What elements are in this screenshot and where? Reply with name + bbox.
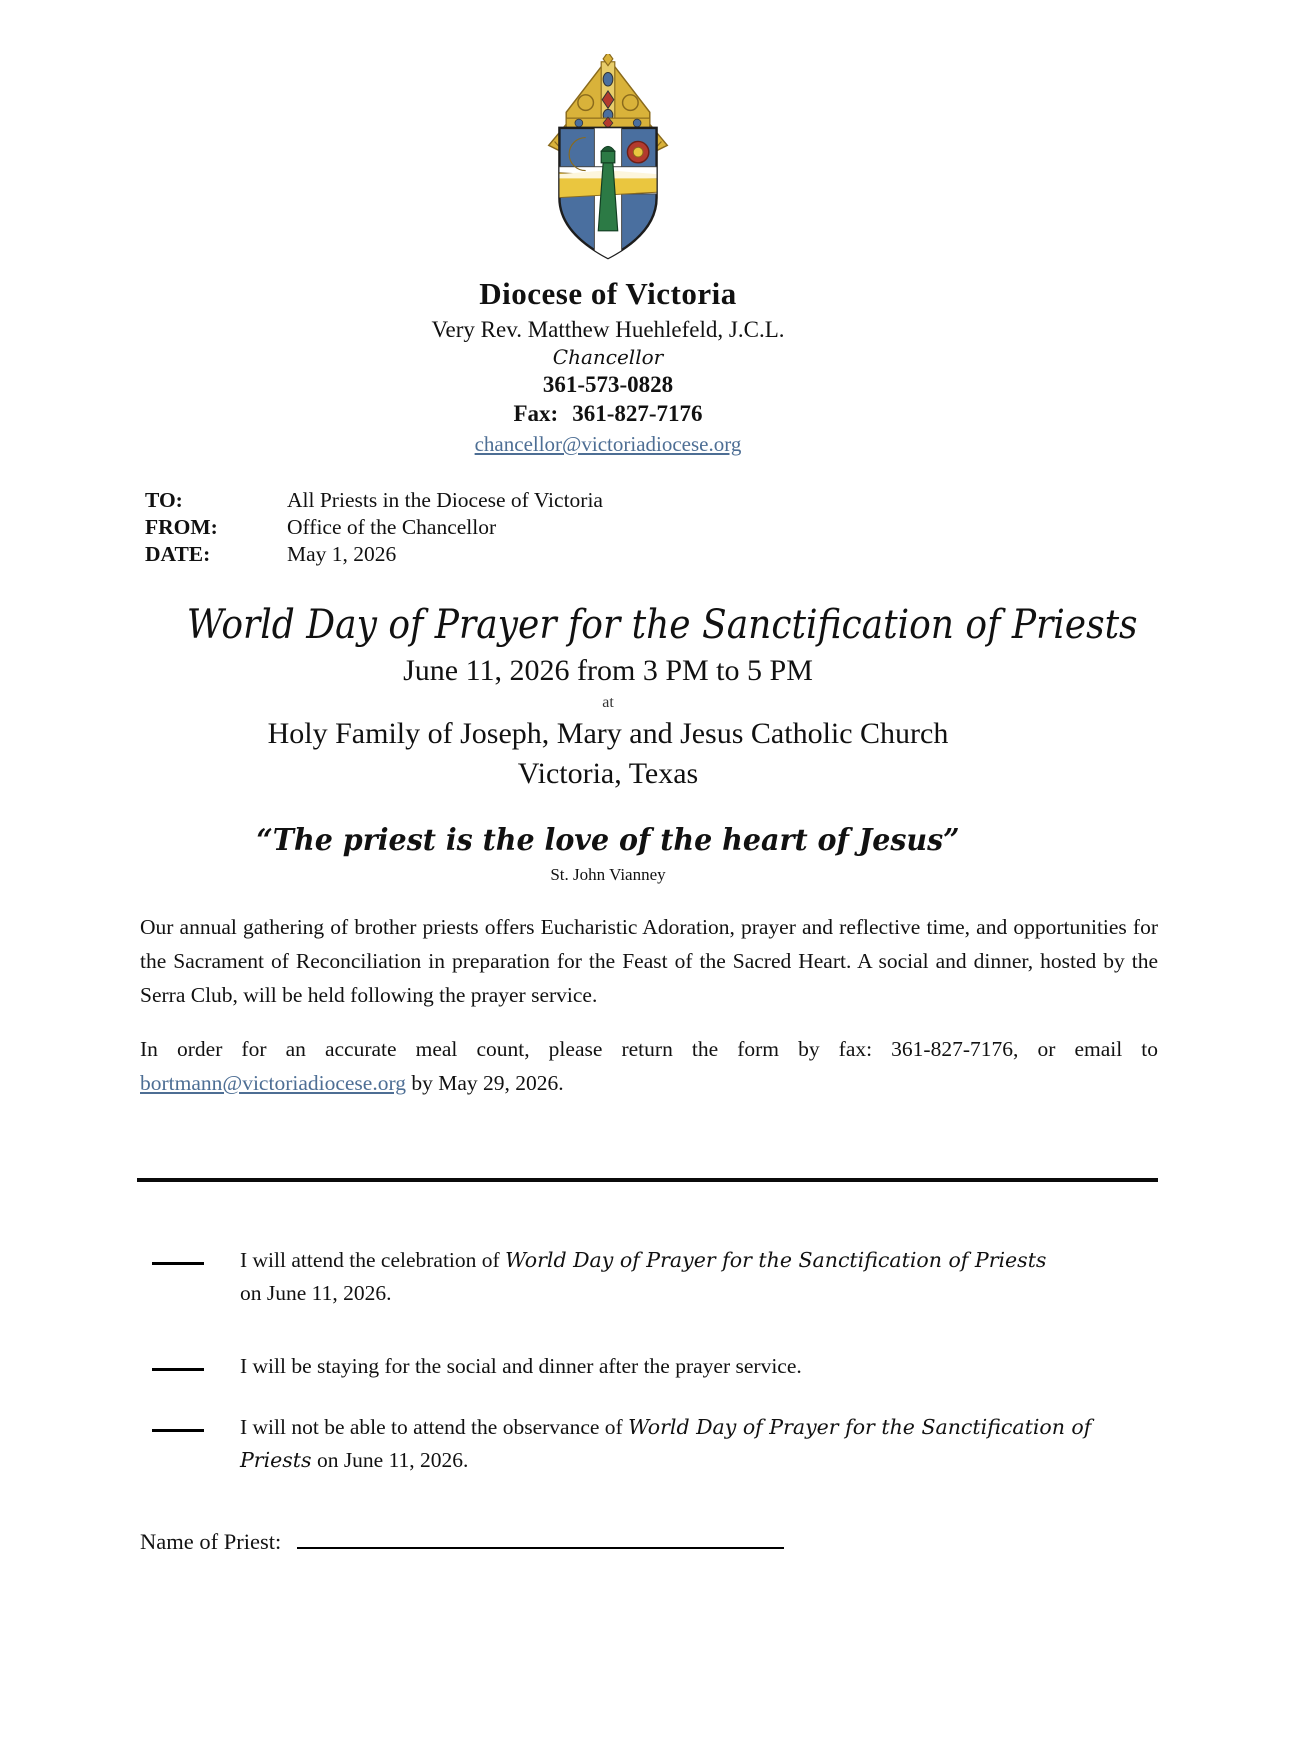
chancellor-name: Very Rev. Matthew Huehlefeld, J.C.L. — [431, 317, 785, 342]
event-title: World Day of Prayer for the Sanctification of Priests — [186, 602, 1138, 648]
rosette-icon — [627, 141, 648, 162]
return-email-link[interactable]: bortmann@victoriadiocese.org — [140, 1071, 406, 1095]
chancellor-email-link[interactable]: chancellor@victoriadiocese.org — [474, 432, 742, 456]
paragraph2-post: by May 29, 2026. — [405, 1071, 564, 1095]
option3-pre: I will not be able to attend the observance of — [240, 1415, 629, 1439]
quote-attribution: St. John Vianney — [550, 865, 666, 884]
diocese-crest — [535, 54, 681, 260]
organization-name: Diocese of Victoria — [479, 276, 737, 311]
event-venue: Holy Family of Joseph, Mary and Jesus Catholic Church — [267, 717, 949, 750]
name-of-priest-row — [140, 1523, 1309, 1557]
name-of-priest-field[interactable] — [297, 1523, 784, 1549]
event-announcement — [140, 600, 1138, 794]
response-option-attend — [140, 1244, 1158, 1310]
quote-block — [140, 820, 1076, 886]
quote-text: “The priest is the love of the heart of Jesus” — [256, 823, 960, 858]
divider-rule — [137, 1178, 1158, 1182]
chancellor-title: Chancellor — [552, 345, 664, 369]
response-blank-dinner[interactable] — [152, 1368, 204, 1371]
paragraph2-pre: In order for an accurate meal count, please return the form by fax: 361-827-7176, or email to — [140, 1037, 1158, 1061]
option1-post: on June 11, 2026. — [240, 1281, 392, 1305]
fax-label: Fax: — [513, 401, 559, 426]
phone-number: 361-573-0828 — [542, 372, 674, 397]
body-paragraph-1: Our annual gathering of brother priests offers Eucharistic Adoration, prayer and reflective time, and opportunities for the Sacrament of Reconciliation in preparation for the Feast of the Sacred Heart. A social and dinner, hosted by the Serra Club, will be held following the prayer service. — [140, 915, 1158, 1007]
shield-icon — [555, 128, 662, 260]
option1-pre: I will attend the celebration of — [240, 1248, 506, 1272]
fax-number — [140, 399, 1076, 428]
option3-post: on June 11, 2026. — [311, 1448, 469, 1472]
memo-value-date: May 1, 2026 — [287, 542, 397, 566]
response-option-dinner — [140, 1350, 1158, 1383]
memo-label-date: DATE: — [145, 542, 211, 566]
memo-value-from: Office of the Chancellor — [287, 515, 497, 539]
memo-row-to — [145, 487, 1309, 514]
mitre-icon — [566, 54, 650, 129]
fax-value: 361-827-7176 — [572, 401, 703, 426]
memo-row-date — [145, 541, 1309, 568]
memo-value-to: All Priests in the Diocese of Victoria — [287, 488, 603, 512]
memo-row-from — [145, 514, 1309, 541]
option2-text: I will be staying for the social and dinner after the prayer service. — [240, 1354, 802, 1378]
option1-event-title: World Day of Prayer for the Sanctification of Priests — [505, 1248, 1047, 1272]
name-of-priest-label: Name of Priest: — [140, 1529, 282, 1554]
memo-label-to: TO: — [145, 488, 183, 512]
response-blank-attend[interactable] — [152, 1262, 204, 1265]
option3-event-title: World Day of Prayer for the Sanctification of Priests — [240, 1415, 1092, 1472]
body-paragraph-2 — [140, 1032, 1158, 1100]
letterhead — [140, 54, 1076, 459]
event-datetime: June 11, 2026 from 3 PM to 5 PM — [403, 654, 813, 687]
memo-label-from: FROM: — [145, 515, 218, 539]
event-location: Victoria, Texas — [517, 757, 699, 790]
response-option-not-attend — [140, 1411, 1158, 1477]
response-blank-not-attend[interactable] — [152, 1429, 204, 1432]
event-at-label: at — [602, 694, 614, 711]
memo-header — [145, 487, 1309, 568]
